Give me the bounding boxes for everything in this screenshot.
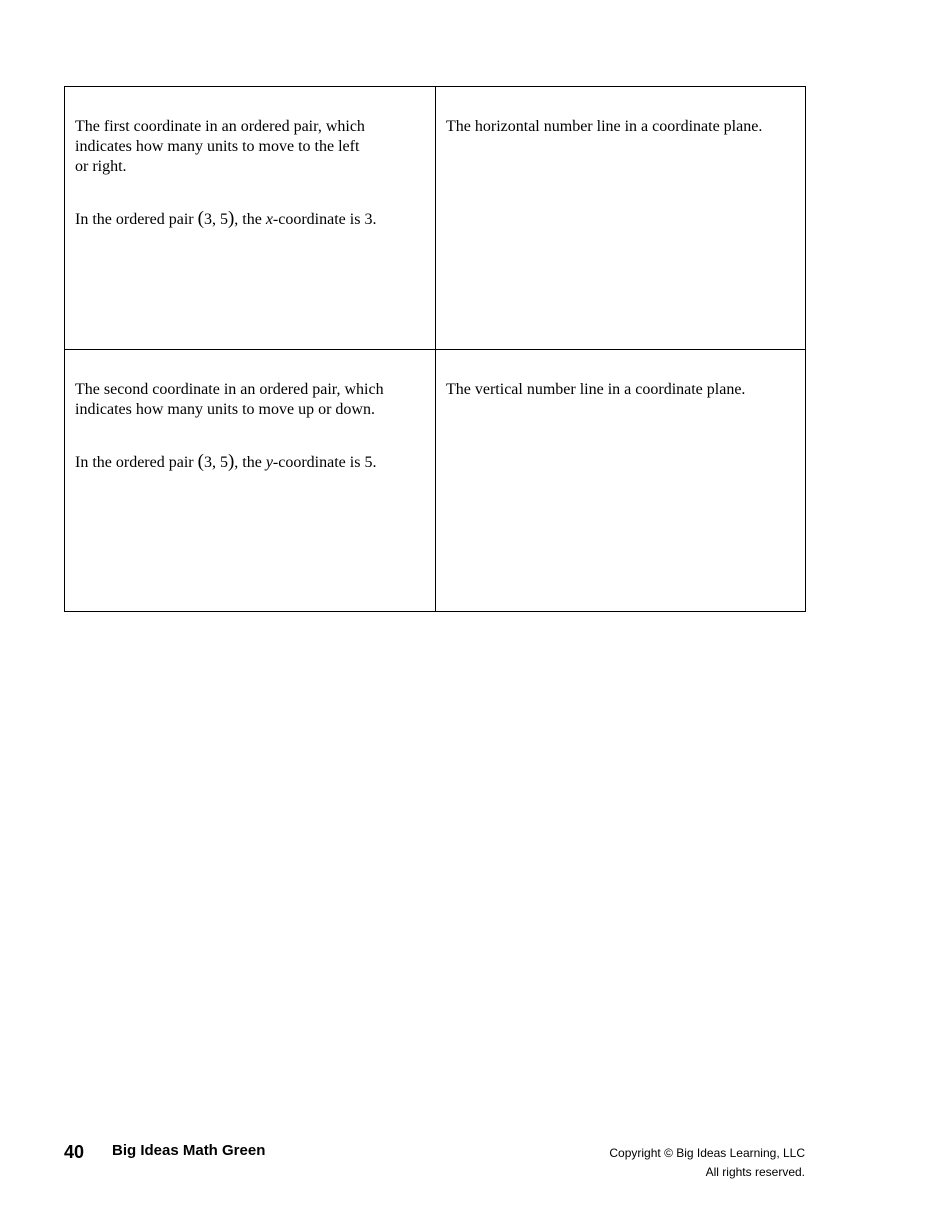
card-y-coordinate-definition [65,350,436,611]
rights-line: All rights reserved. [705,1165,805,1179]
copyright-notice [609,1144,805,1182]
card-x-axis-definition [436,87,805,350]
card-definition-text: The horizontal number line in a coordinate plane. [446,118,763,135]
copyright-line: Copyright © Big Ideas Learning, LLC [609,1146,805,1160]
book-title: Big Ideas Math Green [112,1142,266,1159]
card-definition-text: The first coordinate in an ordered pair, which indicates how many units to move to the left or right. [75,118,365,175]
card-x-coordinate-definition [65,87,436,350]
card-example-text: In the ordered pair (3, 5), the x-coordinate is 3. [75,208,377,229]
card-definition-text: The second coordinate in an ordered pair, which indicates how many units to move up or down. [75,381,384,418]
card-definition-text: The vertical number line in a coordinate plane. [446,381,746,398]
flash-card-grid [64,86,806,612]
card-example-text: In the ordered pair (3, 5), the y-coordinate is 5. [75,451,377,472]
card-y-axis-definition [436,350,805,611]
page-number: 40 [64,1142,85,1162]
